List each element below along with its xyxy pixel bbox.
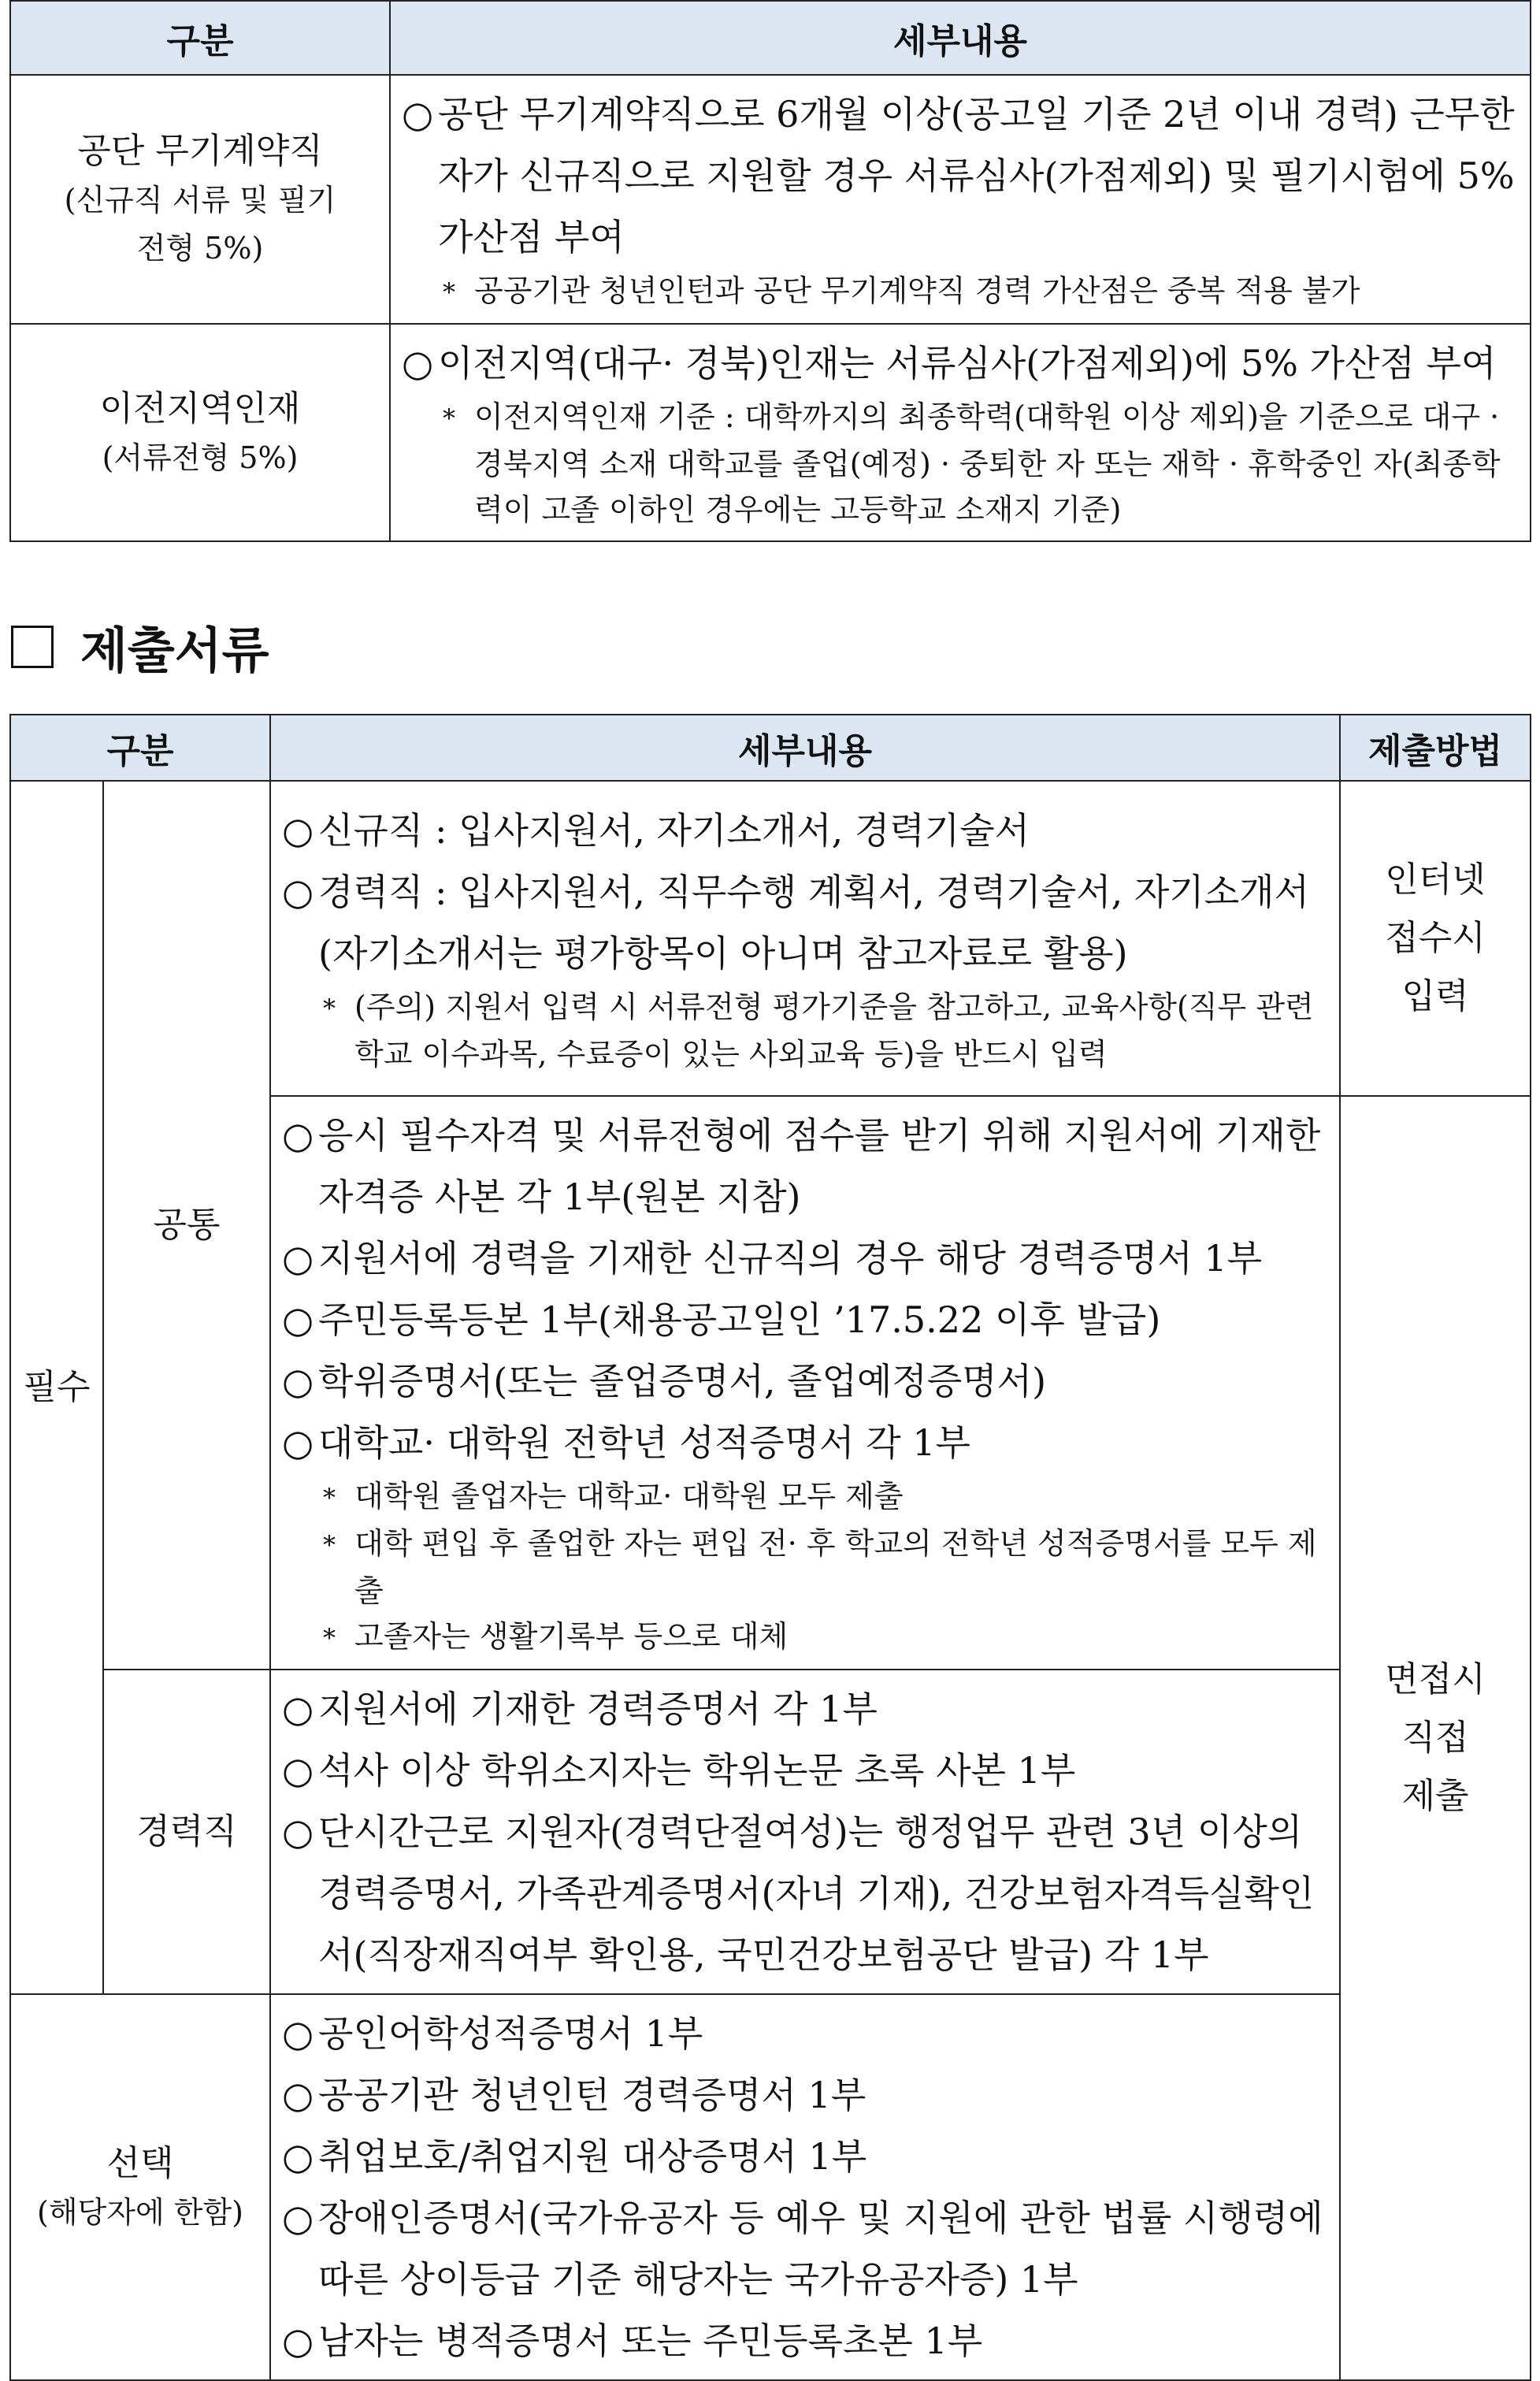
category-cell: [10, 75, 390, 324]
header-category: 구분: [10, 1, 390, 75]
category-optional: [10, 1994, 270, 2380]
list-item: ○ 공단 무기계약직으로 6개월 이상(공고일 기준 2년 이내 경력) 근무한 자가 신규직으로 지원할 경우 서류심사(가점제외) 및 필기시험에 5% 가산점 부여: [402, 93, 1515, 258]
list-item: ○ 경력직 : 입사지원서, 직무수행 계획서, 경력기술서, 자기소개서(자기소개서는 평가항목이 아니며 참고자료로 활용): [282, 871, 1310, 975]
header-details: 세부내용: [270, 715, 1340, 781]
header-method: 제출방법: [1340, 715, 1531, 781]
list-item: ○ 이전지역(대구· 경북)인재는 서류심사(가점제외)에 5% 가산점 부여: [402, 342, 1497, 384]
list-item: ○ 공인어학성적증명서 1부: [282, 2012, 703, 2055]
category-career: 경력직: [103, 1670, 270, 1994]
category-common: 공통: [103, 781, 270, 1670]
list-item: ○ 장애인증명서(국가유공자 등 예우 및 지원에 관한 법률 시행령에 따른 상이등급 기준 해당자는 국가유공자증) 1부: [282, 2197, 1323, 2301]
note-item: * 고졸자는 생활기록부 등으로 대체: [323, 1619, 789, 1654]
list-item: ○ 신규직 : 입사지원서, 자기소개서, 경력기술서: [282, 809, 1030, 852]
category-required: 필수: [10, 781, 103, 1994]
category-sub: (서류전형 5%): [102, 440, 299, 475]
category-label: 선택: [106, 2142, 174, 2183]
details-cell: [390, 75, 1531, 324]
list-item: ○ 단시간근로 지원자(경력단절여성)는 행정업무 관련 3년 이상의 경력증명서, 가족관계증명서(자녀 기재), 건강보험자격득실확인서(직장재직여부 확인용, 국민건강보험공단 발급) 각 1부: [282, 1811, 1315, 1976]
category-cell: [10, 324, 390, 541]
list-item: ○ 지원서에 기재한 경력증명서 각 1부: [282, 1688, 878, 1730]
header-details: 세부내용: [390, 1, 1531, 75]
list-item: ○ 지원서에 경력을 기재한 신규직의 경우 해당 경력증명서 1부: [282, 1237, 1263, 1280]
note-item: * (주의) 지원서 입력 시 서류전형 평가기준을 참고하고, 교육사항(직무 관련 학교 이수과목, 수료증이 있는 사외교육 등)을 반드시 입력: [323, 990, 1314, 1072]
submission-documents-table: [9, 714, 1531, 2381]
method-offline: 면접시 직접 제출: [1340, 1096, 1531, 2380]
section-heading: [11, 611, 269, 682]
list-item: ○ 취업보호/취업지원 대상증명서 1부: [282, 2135, 867, 2178]
category-label: 공단 무기계약직: [77, 131, 323, 172]
list-item: ○ 대학교· 대학원 전학년 성적증명서 각 1부: [282, 1421, 970, 1464]
section-title: 제출서류: [80, 622, 269, 679]
list-item: ○ 남자는 병적증명서 또는 주민등록초본 1부: [282, 2320, 983, 2362]
method-online: 인터넷 접수시 입력: [1340, 781, 1531, 1096]
details-cell: [270, 781, 1340, 1096]
list-item: ○ 주민등록등본 1부(채용공고일인 ’17.5.22 이후 발급): [282, 1298, 1161, 1341]
list-item: ○ 학위증명서(또는 졸업증명서, 졸업예정증명서): [282, 1360, 1047, 1402]
category-sub: (해당자에 한함): [37, 2194, 243, 2230]
details-cell: [270, 1096, 1340, 1670]
details-cell: [270, 1994, 1340, 2380]
list-item: ○ 석사 이상 학위소지자는 학위논문 초록 사본 1부: [282, 1749, 1076, 1792]
details-cell: [390, 324, 1531, 541]
checkbox-icon: [11, 626, 54, 668]
header-category: 구분: [10, 715, 270, 781]
note-item: * 이전지역인재 기준 : 대학까지의 최종학력(대학원 이상 제외)을 기준으로 대구 · 경북지역 소재 대학교를 졸업(예정) · 중퇴한 자 또는 재학 · 휴학중인 자(최종학력이 고졸 이하인 경우에는 고등학교 소재지 기준): [443, 399, 1501, 527]
category-label: 이전지역인재: [99, 388, 301, 429]
category-sub: (신규직 서류 및 필기전형 5%): [64, 183, 336, 266]
note-item: * 대학원 졸업자는 대학교· 대학원 모두 제출: [323, 1479, 904, 1514]
note-item: * 공공기관 청년인턴과 공단 무기계약직 경력 가산점은 중복 적용 불가: [443, 273, 1360, 308]
details-cell: [270, 1670, 1340, 1994]
list-item: ○ 응시 필수자격 및 서류전형에 점수를 받기 위해 지원서에 기재한 자격증 사본 각 1부(원본 지참): [282, 1114, 1321, 1218]
note-item: * 대학 편입 후 졸업한 자는 편입 전· 후 학교의 전학년 성적증명서를 모두 제출: [323, 1526, 1317, 1608]
list-item: ○ 공공기관 청년인턴 경력증명서 1부: [282, 2074, 866, 2116]
bonus-points-table: [9, 0, 1531, 542]
